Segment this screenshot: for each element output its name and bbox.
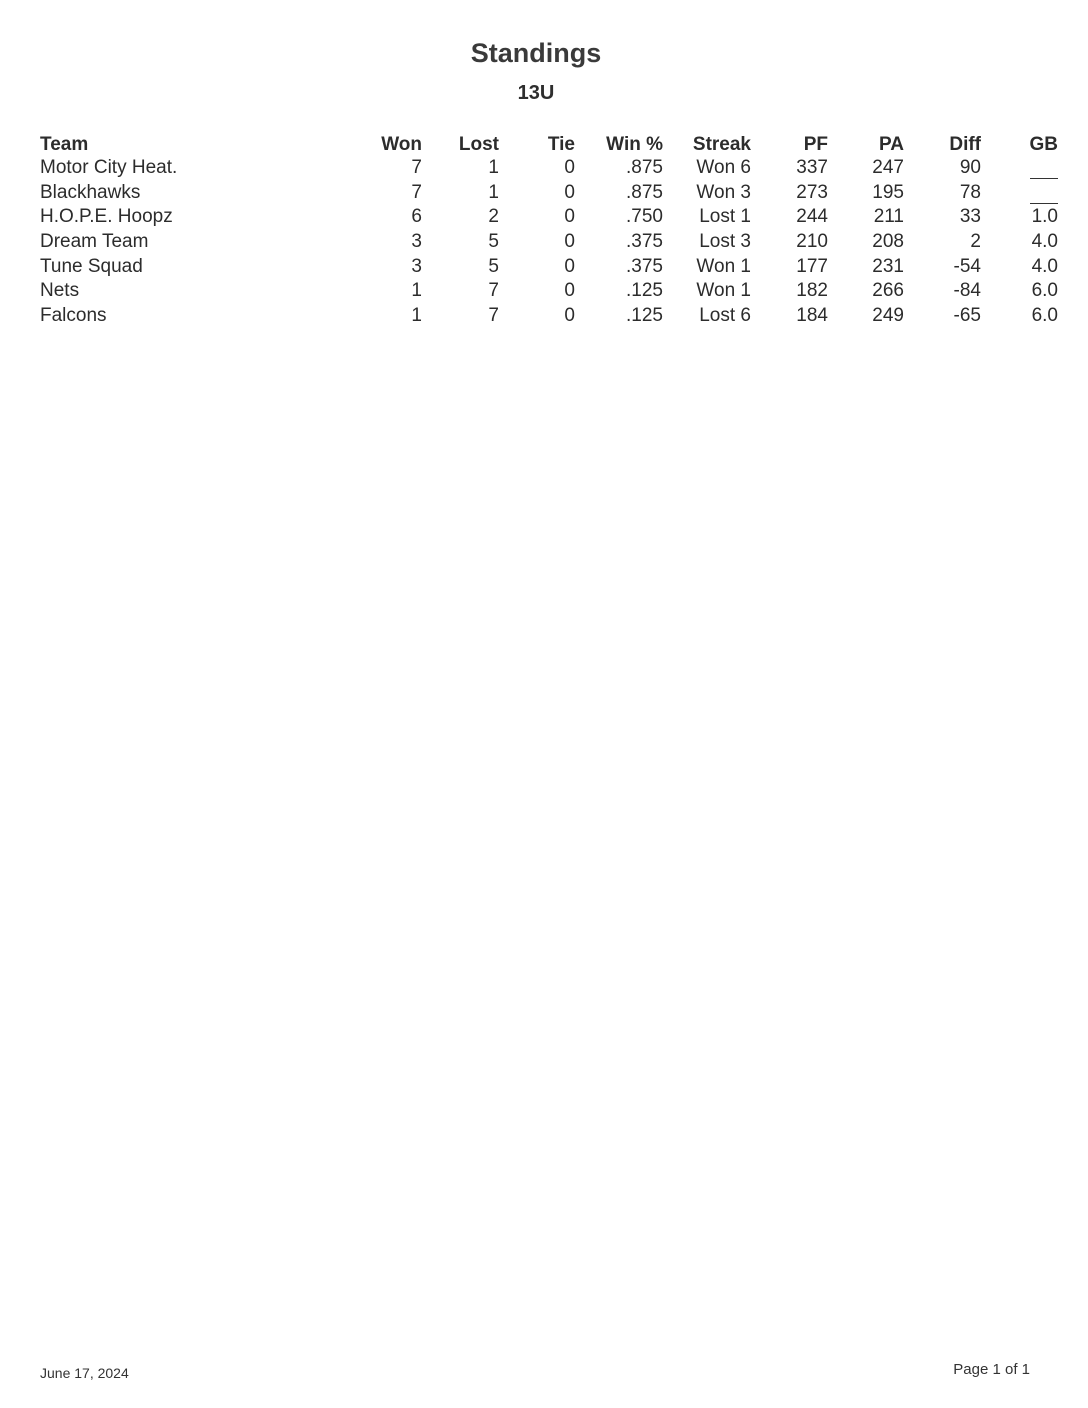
page-title [0,38,1088,69]
pa-cell: 249 [872,304,904,326]
col-team-header: Team [40,134,89,155]
lost-cell: 2 [488,206,499,228]
pf-cell: 182 [796,280,828,302]
diff-cell: -84 [953,280,981,302]
col-won-header: Won [381,134,422,155]
lost-cell: 5 [488,231,499,253]
gb-cell: 4.0 [1031,255,1058,277]
win-pct-cell: .750 [626,206,663,228]
team-name: Nets [40,280,80,302]
col-diff-header: Diff [949,134,981,155]
won-cell: 6 [411,206,422,228]
won-cell: 7 [411,157,422,179]
streak-cell: Won 1 [696,255,751,277]
gb-dash [1030,177,1058,179]
streak-cell: Lost 3 [699,231,751,253]
tie-cell: 0 [564,280,575,302]
diff-cell: -54 [953,255,981,277]
col-gb-header: GB [1029,134,1058,155]
table-row [40,181,1058,206]
diff-cell: 90 [959,157,981,179]
division-subtitle [0,82,1088,105]
lost-cell: 7 [488,280,499,302]
tie-cell: 0 [564,231,575,253]
page-title-text: Standings [470,38,602,68]
lost-cell: 7 [488,304,499,326]
won-cell: 3 [411,255,422,277]
pa-cell: 247 [872,157,904,179]
standings-table [40,130,1058,328]
team-name: Blackhawks [40,181,141,203]
pa-cell: 211 [873,206,904,228]
win-pct-cell: .375 [626,255,663,277]
team-name: Falcons [40,304,107,326]
table-row [40,304,1058,329]
tie-cell: 0 [564,304,575,326]
table-row [40,279,1058,304]
col-tie-header: Tie [547,134,575,155]
team-name: Dream Team [40,231,149,253]
pf-cell: 184 [796,304,828,326]
pa-cell: 195 [872,181,904,203]
gb-cell: 1.0 [1031,206,1058,228]
lost-cell: 1 [488,181,499,203]
won-cell: 1 [411,280,422,302]
won-cell: 3 [411,231,422,253]
pf-cell: 244 [796,206,828,228]
win-pct-cell: .875 [626,157,663,179]
pf-cell: 273 [796,181,828,203]
pa-cell: 266 [872,280,904,302]
tie-cell: 0 [564,181,575,203]
win-pct-cell: .125 [626,304,663,326]
tie-cell: 0 [564,255,575,277]
pf-cell: 177 [796,255,828,277]
col-pf-header: PF [803,134,828,155]
gb-dash [1030,202,1058,204]
team-name: Tune Squad [40,255,143,277]
lost-cell: 5 [488,255,499,277]
win-pct-cell: .875 [626,181,663,203]
table-row [40,230,1058,255]
gb-cell: 6.0 [1031,304,1058,326]
report-date: June 17, 2024 [40,1365,129,1381]
col-pa-header: PA [879,134,904,155]
pa-cell: 231 [872,255,904,277]
diff-cell: 2 [970,231,981,253]
pf-cell: 210 [796,231,828,253]
tie-cell: 0 [564,206,575,228]
pa-cell: 208 [872,231,904,253]
streak-cell: Won 6 [696,157,751,179]
won-cell: 7 [411,181,422,203]
gb-cell: 4.0 [1031,231,1058,253]
pf-cell: 337 [796,157,828,179]
lost-cell: 1 [488,157,499,179]
diff-cell: 78 [959,181,981,203]
streak-cell: Won 1 [696,280,751,302]
gb-cell: 6.0 [1031,280,1058,302]
win-pct-cell: .125 [626,280,663,302]
page-number: Page 1 of 1 [953,1361,1030,1378]
streak-cell: Lost 1 [699,206,751,228]
gb-cell [981,181,1058,206]
win-pct-cell: .375 [626,231,663,253]
table-row [40,156,1058,181]
table-row [40,205,1058,230]
team-name: Motor City Heat. [40,157,178,179]
col-streak-header: Streak [692,134,751,155]
table-row [40,254,1058,279]
tie-cell: 0 [564,157,575,179]
division-subtitle-text: 13U [517,82,555,104]
won-cell: 1 [411,304,422,326]
team-name: H.O.P.E. Hoopz [40,206,173,228]
col-lost-header: Lost [458,134,499,155]
streak-cell: Won 3 [696,181,751,203]
header-row [40,130,1058,156]
streak-cell: Lost 6 [699,304,751,326]
gb-cell [981,156,1058,181]
diff-cell: 33 [959,206,981,228]
col-win-pct-header: Win % [606,134,663,155]
diff-cell: -65 [953,304,981,326]
